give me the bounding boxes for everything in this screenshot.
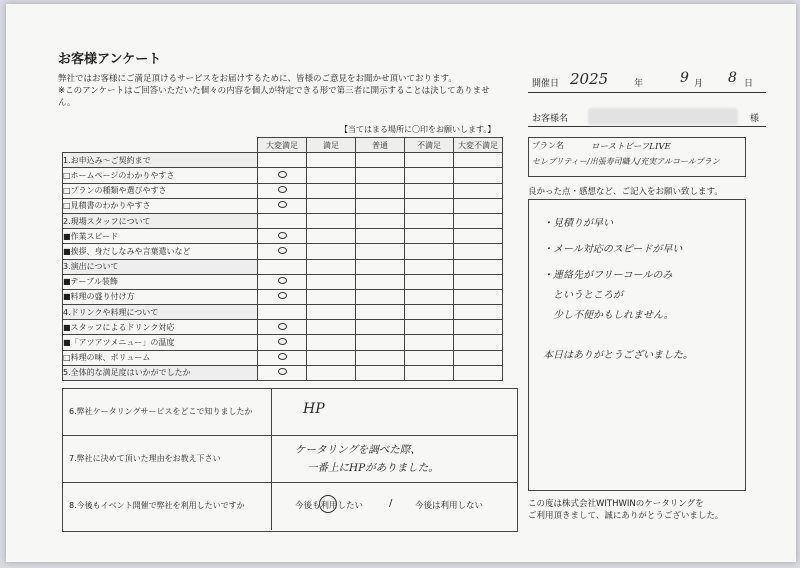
rating-cell[interactable] <box>405 168 454 183</box>
circle-mark-icon <box>278 232 287 239</box>
item-label: □見積書のわかりやすさ <box>63 198 258 213</box>
selection-circle <box>319 495 337 513</box>
feedback-line: 少し不便かもしれません。 <box>543 310 674 321</box>
feedback-line: ・連絡先がフリーコールのみ <box>543 270 673 281</box>
rating-cell[interactable] <box>258 244 307 259</box>
rating-cell[interactable] <box>258 305 307 320</box>
section-label: 5.全体的な満足度はいかがでしたか <box>63 365 258 380</box>
rating-cell[interactable] <box>405 198 454 213</box>
feedback-line: ・メール対応のスピードが早い <box>543 244 683 255</box>
day-unit: 日 <box>744 79 754 89</box>
circle-mark-icon <box>278 277 287 284</box>
column-header: 大変満足 <box>258 138 307 153</box>
survey-sheet <box>6 4 796 562</box>
rating-cell[interactable] <box>356 274 405 289</box>
rating-cell[interactable] <box>454 244 503 259</box>
question-6-label: 6.弊社ケータリングサービスをどこで知りましたか <box>69 407 253 416</box>
rating-cell[interactable] <box>405 365 454 380</box>
rating-cell[interactable] <box>356 153 405 168</box>
rating-cell[interactable] <box>405 320 454 335</box>
rating-cell[interactable] <box>454 259 503 274</box>
rating-cell[interactable] <box>405 183 454 198</box>
plan-name-field[interactable] <box>528 137 746 177</box>
rating-cell[interactable] <box>356 305 405 320</box>
rating-cell[interactable] <box>454 305 503 320</box>
column-header: 普通 <box>356 138 405 153</box>
section-label: 2.現場スタッフについて <box>63 213 258 228</box>
intro-text <box>58 73 498 109</box>
table-header-row <box>63 138 503 153</box>
rating-cell[interactable] <box>405 305 454 320</box>
rating-cell[interactable] <box>454 365 503 380</box>
question-row-7 <box>63 436 517 483</box>
circle-mark-icon <box>278 338 287 345</box>
event-year-value: 2025 <box>570 70 609 88</box>
rating-cell[interactable] <box>405 229 454 244</box>
table-row <box>63 244 503 259</box>
rating-cell[interactable] <box>356 335 405 350</box>
circle-mark-icon <box>278 247 287 254</box>
circle-mark-icon <box>278 201 287 208</box>
rating-cell[interactable] <box>454 274 503 289</box>
rating-cell[interactable] <box>405 244 454 259</box>
rating-cell[interactable] <box>307 305 356 320</box>
table-row <box>63 168 503 183</box>
feedback-line: というところが <box>543 290 623 301</box>
rating-cell[interactable] <box>258 365 307 380</box>
table-row <box>63 183 503 198</box>
rating-cell[interactable] <box>356 350 405 365</box>
circle-mark-icon <box>278 186 287 193</box>
lower-questions <box>62 388 518 532</box>
rating-cell[interactable] <box>307 183 356 198</box>
table-row <box>63 305 503 320</box>
thanks-line: この度は株式会社WITHWINのケータリングを <box>528 499 704 509</box>
table-row <box>63 320 503 335</box>
rating-cell[interactable] <box>258 289 307 304</box>
table-row <box>63 365 503 380</box>
customer-name-field[interactable] <box>528 108 766 127</box>
rating-cell[interactable] <box>307 335 356 350</box>
item-label: □料理の味、ボリューム <box>63 350 258 365</box>
rating-cell[interactable] <box>356 244 405 259</box>
column-header: 不満足 <box>405 138 454 153</box>
event-day-value: 8 <box>728 70 737 86</box>
question-7-answer-line: 一番上にHPがありました。 <box>307 462 439 474</box>
section-label: 3.演出について <box>63 259 258 274</box>
month-unit: 月 <box>694 79 704 89</box>
table-row <box>63 335 503 350</box>
plan-name-label: プラン名 <box>532 141 564 150</box>
item-label: ■スタッフによるドリンク対応 <box>63 320 258 335</box>
rating-cell[interactable] <box>405 259 454 274</box>
circle-mark-icon <box>278 323 287 330</box>
rating-cell[interactable] <box>405 350 454 365</box>
rating-cell[interactable] <box>258 320 307 335</box>
table-row <box>63 153 503 168</box>
rating-cell[interactable] <box>454 320 503 335</box>
event-date-field[interactable] <box>528 70 766 93</box>
rating-table <box>62 137 503 381</box>
plan-name-line: セレブリティー/出張寿司職人/充実アルコールプラン <box>532 157 720 166</box>
item-label: ■作業スピード <box>63 229 258 244</box>
table-row <box>63 213 503 228</box>
circle-mark-icon <box>278 353 287 360</box>
rating-cell[interactable] <box>258 229 307 244</box>
rating-cell[interactable] <box>307 198 356 213</box>
rating-cell[interactable] <box>356 183 405 198</box>
item-label: □ホームページのわかりやすさ <box>63 168 258 183</box>
circle-mark-icon <box>278 171 287 178</box>
feedback-label: 良かった点・感想など、ご記入をお願い致します。 <box>528 187 723 197</box>
rating-cell[interactable] <box>356 365 405 380</box>
rating-cell[interactable] <box>258 198 307 213</box>
customer-name-label: お客様名 <box>532 114 569 124</box>
rating-cell[interactable] <box>356 198 405 213</box>
option-yes[interactable]: 今後も利用したい <box>295 501 364 511</box>
rating-cell[interactable] <box>454 153 503 168</box>
intro-line: 弊社ではお客様にご満足頂けるサービスをお届けするために、皆様のご意見をお聞かせ頂いております。 <box>58 74 457 84</box>
event-date-label: 開催日 <box>532 79 560 89</box>
rating-cell[interactable] <box>307 259 356 274</box>
rating-cell[interactable] <box>356 259 405 274</box>
intro-line: ※このアンケートはご回答いただいた個々の内容を個人が特定できる形で第三者に開示することは決してありません。 <box>58 86 490 108</box>
rating-cell[interactable] <box>356 168 405 183</box>
page-title: お客様アンケート <box>58 52 162 67</box>
question-7-answer-line: ケータリングを調べた際、 <box>295 444 421 456</box>
rating-cell[interactable] <box>454 229 503 244</box>
rating-cell[interactable] <box>405 213 454 228</box>
rating-cell[interactable] <box>307 244 356 259</box>
table-row <box>63 198 503 213</box>
rating-cell[interactable] <box>258 153 307 168</box>
table-row <box>63 289 503 304</box>
rating-cell[interactable] <box>356 229 405 244</box>
thanks-line: ご利用頂きまして、誠にありがとうございました。 <box>528 511 724 521</box>
rating-cell[interactable] <box>307 213 356 228</box>
plan-name-line: ローストビーフLIVE <box>591 142 671 152</box>
table-row <box>63 274 503 289</box>
table-row <box>63 229 503 244</box>
item-label: ■テーブル装飾 <box>63 274 258 289</box>
question-row-6 <box>63 389 517 436</box>
rating-cell[interactable] <box>405 274 454 289</box>
column-header: 満足 <box>307 138 356 153</box>
section-label: 4.ドリンクや料理について <box>63 305 258 320</box>
question-6-answer[interactable]: HP <box>303 401 325 417</box>
rating-cell[interactable] <box>454 350 503 365</box>
question-row-8 <box>63 483 517 530</box>
rating-cell[interactable] <box>454 289 503 304</box>
rating-cell[interactable] <box>454 335 503 350</box>
rating-cell[interactable] <box>405 153 454 168</box>
rating-cell[interactable] <box>307 365 356 380</box>
feedback-line: ・見積りが早い <box>543 218 613 229</box>
rating-cell[interactable] <box>307 320 356 335</box>
rating-cell[interactable] <box>405 289 454 304</box>
rating-cell[interactable] <box>307 168 356 183</box>
rating-cell[interactable] <box>307 229 356 244</box>
section-label: 1.お申込み～ご契約まで <box>63 153 258 168</box>
rating-cell[interactable] <box>307 289 356 304</box>
rating-cell[interactable] <box>307 274 356 289</box>
thanks-message <box>528 498 723 522</box>
rating-cell[interactable] <box>454 198 503 213</box>
year-unit: 年 <box>634 79 644 89</box>
rating-cell[interactable] <box>307 153 356 168</box>
feedback-line: 本日はありがとうございました。 <box>543 350 693 361</box>
rating-cell[interactable] <box>454 213 503 228</box>
option-separator: / <box>389 498 393 509</box>
rating-cell[interactable] <box>258 213 307 228</box>
rating-cell[interactable] <box>356 213 405 228</box>
customer-suffix: 様 <box>750 114 760 124</box>
rating-cell[interactable] <box>258 350 307 365</box>
column-header: 大変不満足 <box>454 138 503 153</box>
circle-mark-icon <box>278 368 287 375</box>
rating-cell[interactable] <box>356 320 405 335</box>
instruction-note: 【当てはまる場所に〇印をお願いします。】 <box>340 125 496 134</box>
option-no[interactable]: 今後は利用しない <box>415 501 484 511</box>
question-7-label: 7.弊社に決めて頂いた理由をお教え下さい <box>69 454 221 463</box>
rating-cell[interactable] <box>356 289 405 304</box>
rating-cell[interactable] <box>258 259 307 274</box>
rating-cell[interactable] <box>454 168 503 183</box>
item-label: □プランの種類や選びやすさ <box>63 183 258 198</box>
rating-cell[interactable] <box>258 183 307 198</box>
table-row <box>63 350 503 365</box>
item-label: ■料理の盛り付け方 <box>63 289 258 304</box>
rating-cell[interactable] <box>405 335 454 350</box>
feedback-textarea[interactable] <box>528 199 746 491</box>
item-label: ■挨拶、身だしなみや言葉遣いなど <box>63 244 258 259</box>
event-month-value: 9 <box>680 70 689 86</box>
rating-cell[interactable] <box>307 350 356 365</box>
rating-cell[interactable] <box>258 335 307 350</box>
circle-mark-icon <box>278 292 287 299</box>
rating-cell[interactable] <box>258 168 307 183</box>
question-8-label: 8.今後もイベント開催で弊社を利用したいですか <box>69 501 245 510</box>
table-row <box>63 259 503 274</box>
redacted-name <box>588 108 738 125</box>
item-label: ■「アツアツメニュー」の温度 <box>63 335 258 350</box>
rating-cell[interactable] <box>258 274 307 289</box>
rating-cell[interactable] <box>454 183 503 198</box>
